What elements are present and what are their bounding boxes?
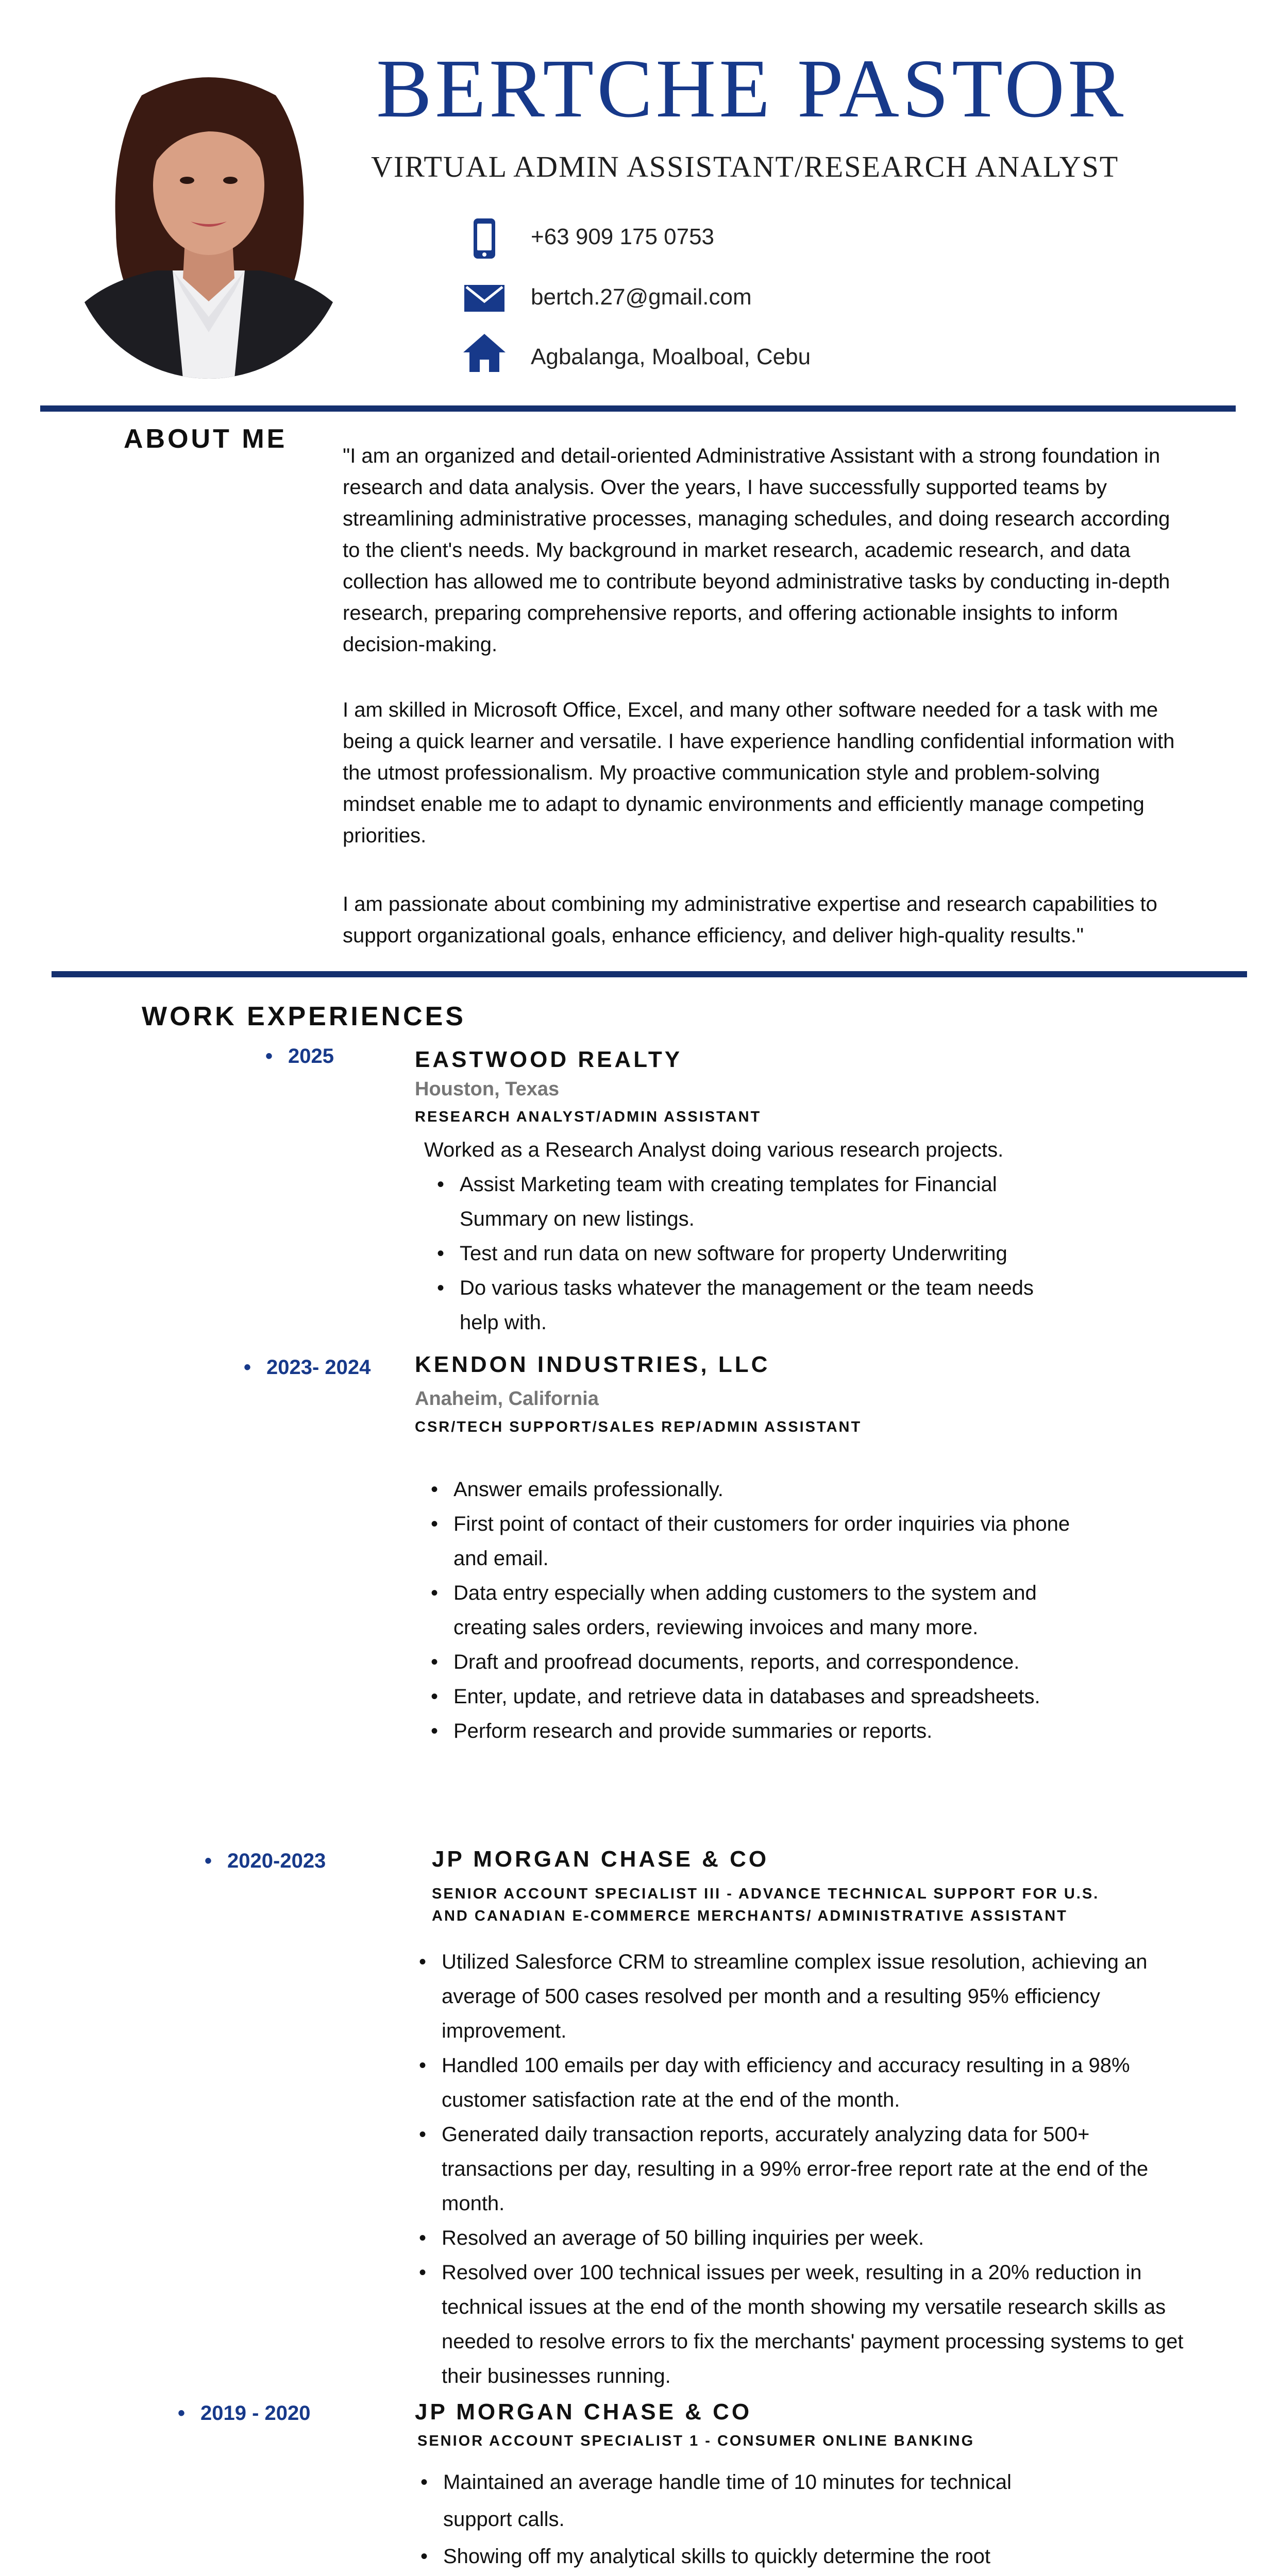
job-title: VIRTUAL ADMIN ASSISTANT/RESEARCH ANALYST <box>371 150 1119 183</box>
list-item: • Resolved an average of 50 billing inquiries per week. <box>415 2221 1188 2256</box>
list-item: • Showing off my analytical skills to quickly determine the root <box>416 2538 1045 2576</box>
job-bullets-4 <box>416 2464 1045 2576</box>
list-item: • Resolved over 100 technical issues per week, resulting in a 20% reduction in technical issues at the end of the month showing my versatile research skills as needed to resolve errors to fix the merchants' payment processing systems to get their businesses running. <box>415 2256 1188 2394</box>
job-company-2: KENDON INDUSTRIES, LLC <box>415 1352 770 1377</box>
list-item: • Maintained an average handle time of 10 minutes for technical support calls. <box>416 2464 1045 2538</box>
home-icon <box>461 330 508 376</box>
about-paragraph-2: I am skilled in Microsoft Office, Excel, and many other software needed for a task with me being a quick learner and versatile. I have experience handling confidential information with the utmost professionalism. My proactive communication style and problem-solving mindset enable me to adapt to dynamic environments and efficiently manage competing priorities. <box>343 699 1175 847</box>
job-role-3-line-2: AND CANADIAN E-COMMERCE MERCHANTS/ ADMINISTRATIVE ASSISTANT <box>432 1908 1068 1924</box>
about-title: ABOUT ME <box>124 424 288 454</box>
email-address: bertch.27@gmail.com <box>531 284 752 310</box>
list-item: • Enter, update, and retrieve data in databases and spreadsheets. <box>427 1680 1076 1714</box>
divider-about <box>52 971 1247 977</box>
job-date-4: • 2019 - 2020 <box>178 2402 311 2425</box>
about-paragraph-3: I am passionate about combining my administrative expertise and research capabilities to support organizational goals, enhance efficiency, and deliver high-quality results." <box>343 893 1157 947</box>
job-date-1: • 2025 <box>265 1045 334 1068</box>
phone-icon <box>461 215 508 262</box>
job-role-2: CSR/TECH SUPPORT/SALES REP/ADMIN ASSISTANT <box>415 1419 862 1435</box>
job-bullets-3 <box>415 1945 1188 2394</box>
list-item: • Data entry especially when adding customers to the system and creating sales orders, reviewing invoices and many more. <box>427 1576 1076 1645</box>
list-item: • Utilized Salesforce CRM to streamline complex issue resolution, achieving an average of 500 cases resolved per month and a resulting 95% efficiency improvement. <box>415 1945 1188 2048</box>
list-item: • Test and run data on new software for property Underwriting <box>433 1236 1067 1271</box>
job-company-4: JP MORGAN CHASE & CO <box>415 2399 752 2425</box>
job-location-2: Anaheim, California <box>415 1388 599 1410</box>
job-role-1: RESEARCH ANALYST/ADMIN ASSISTANT <box>415 1109 762 1125</box>
job-date-2: • 2023- 2024 <box>244 1356 371 1379</box>
list-item: • Answer emails professionally. <box>427 1472 1076 1507</box>
list-item: • Perform research and provide summaries or reports. <box>427 1714 1076 1749</box>
job-location-1: Houston, Texas <box>415 1078 560 1100</box>
candidate-name: BERTCHE PASTOR <box>376 43 1127 135</box>
work-title: WORK EXPERIENCES <box>142 1002 466 1031</box>
divider-header <box>40 405 1236 412</box>
home-address: Agbalanga, Moalboal, Cebu <box>531 344 811 369</box>
job-bullets-1 <box>433 1167 1067 1340</box>
job-role-4: SENIOR ACCOUNT SPECIALIST 1 - CONSUMER ONLINE BANKING <box>417 2433 975 2449</box>
profile-photo <box>70 75 348 379</box>
mail-icon <box>461 275 508 321</box>
about-paragraph-1: "I am an organized and detail-oriented Administrative Assistant with a strong foundation in research and data analysis. Over the years, I have successfully supported teams by streamlining administrative processes, managing schedules, and doing research according to the client's needs. My background in market research, academic research, and data collection has allowed me to contribute beyond administrative tasks by conducting in-depth research, preparing comprehensive reports, and offering actionable insights to inform decision-making. <box>343 445 1170 656</box>
list-item: • Generated daily transaction reports, accurately analyzing data for 500+ transactions per day, resulting in a 99% error-free report rate at the end of the month. <box>415 2117 1188 2221</box>
list-item: • Draft and proofread documents, reports, and correspondence. <box>427 1645 1076 1680</box>
list-item: • Handled 100 emails per day with efficiency and accuracy resulting in a 98% customer satisfaction rate at the end of the month. <box>415 2048 1188 2117</box>
job-intro-1: Worked as a Research Analyst doing various research projects. <box>424 1139 1004 1161</box>
list-item: • Do various tasks whatever the management or the team needs help with. <box>433 1271 1067 1340</box>
job-company-1: EASTWOOD REALTY <box>415 1047 683 1072</box>
phone-number: +63 909 175 0753 <box>531 224 715 249</box>
job-bullets-2 <box>427 1472 1076 1749</box>
list-item: • First point of contact of their customers for order inquiries via phone and email. <box>427 1507 1076 1576</box>
job-role-3-line-1: SENIOR ACCOUNT SPECIALIST III - ADVANCE TECHNICAL SUPPORT FOR U.S. <box>432 1886 1100 1902</box>
job-company-3: JP MORGAN CHASE & CO <box>432 1846 769 1872</box>
job-date-3: • 2020-2023 <box>205 1850 326 1873</box>
list-item: • Assist Marketing team with creating templates for Financial Summary on new listings. <box>433 1167 1067 1236</box>
